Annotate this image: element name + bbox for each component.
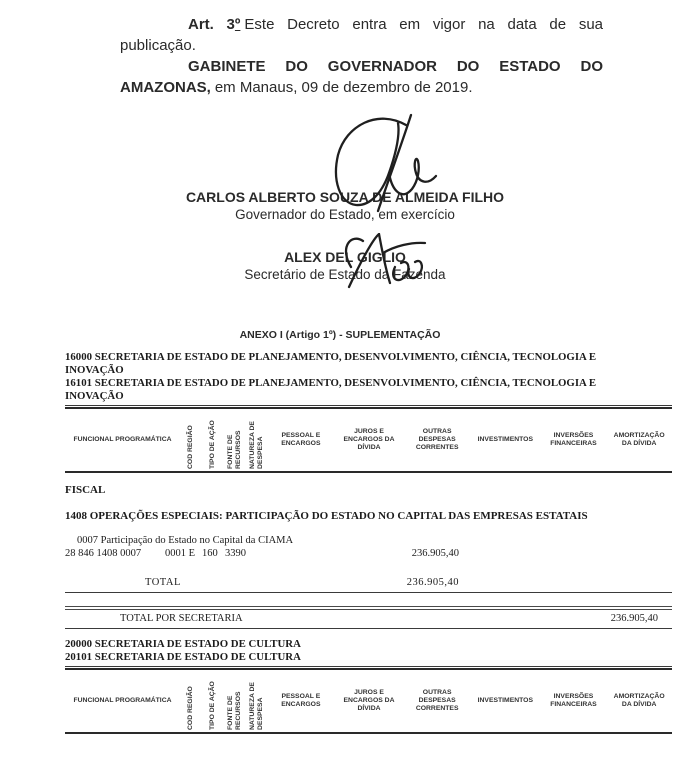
column-fonte-de-recursos <box>224 408 246 472</box>
column-cod-regiao-label: COD REGIÃO <box>187 686 194 730</box>
total-outras-value: 236.905,40 <box>406 577 459 588</box>
column-fonte-de-recursos <box>224 669 246 733</box>
column-natureza-de-despesa-label: NATUREZA DE DESPESA <box>249 421 264 469</box>
decree-body <box>120 14 603 98</box>
org-16101-line1: 16101 SECRETARIA DE ESTADO DE PLANEJAMENTO, DESENVOLVIMENTO, CIÊNCIA, TECNOLOGIA E <box>65 377 597 389</box>
secretary-signature <box>321 233 428 293</box>
column-tipo-de-acao <box>202 669 224 733</box>
column-amortizacao-da-divida: AMORTIZAÇÃO DA DÍVIDA <box>613 432 665 447</box>
column-cod-regiao <box>180 669 202 733</box>
detail-natureza: 3390 <box>225 548 246 559</box>
column-pessoal-e-encargos: PESSOAL E ENCARGOS <box>281 693 321 708</box>
gabinete-paragraph <box>120 56 603 98</box>
signer2-name: ALEX DEL GIGLIO <box>284 249 406 265</box>
column-tipo-de-acao-label: TIPO DE AÇÃO <box>209 681 216 730</box>
column-inversoes-financeiras: INVERSÕES FINANCEIRAS <box>550 432 597 447</box>
gabinete-date-text: em Manaus, 09 de dezembro de 2019. <box>214 79 473 96</box>
detail-code: 28 846 1408 0007 <box>65 548 142 559</box>
article-3-ordinal: º <box>234 16 241 33</box>
signer1-title: Governador do Estado, em exercício <box>235 207 455 222</box>
column-fonte-de-recursos-label: FONTE DE RECURSOS <box>227 430 242 469</box>
column-tipo-de-acao <box>202 408 224 472</box>
article-3-text: Este Decreto entra em vigor na data de sua publicação. <box>120 16 603 54</box>
fiscal-scope-label: FISCAL <box>65 484 106 496</box>
column-natureza-de-despesa <box>246 669 268 733</box>
program-1408: 1408 OPERAÇÕES ESPECIAIS: PARTICIPAÇÃO DO ESTADO NO CAPITAL DAS EMPRESAS ESTATAIS <box>65 510 588 522</box>
annex-title: ANEXO I (Artigo 1º) - SUPLEMENTAÇÃO <box>239 329 441 341</box>
detail-cod-regiao: 0001 E <box>165 548 196 559</box>
org-20101-line: 20101 SECRETARIA DE ESTADO DE CULTURA <box>65 651 301 663</box>
column-natureza-de-despesa <box>246 408 268 472</box>
column-cod-regiao <box>180 408 202 472</box>
budget-detail-row <box>65 548 672 559</box>
column-tipo-de-acao-label: TIPO DE AÇÃO <box>209 420 216 469</box>
annex-section <box>65 351 672 734</box>
signer1-name: CARLOS ALBERTO SOUZA DE ALMEIDA FILHO <box>185 189 505 205</box>
column-funcional-programatica: FUNCIONAL PROGRAMÁTICA <box>73 436 172 443</box>
column-fonte-de-recursos-label: FONTE DE RECURSOS <box>227 691 242 730</box>
column-funcional-programatica: FUNCIONAL PROGRAMÁTICA <box>73 697 172 704</box>
column-pessoal-e-encargos: PESSOAL E ENCARGOS <box>281 432 321 447</box>
org-16101-line2: INOVAÇÃO <box>65 390 124 402</box>
column-inversoes-financeiras: INVERSÕES FINANCEIRAS <box>550 693 597 708</box>
article-3-paragraph <box>120 14 603 56</box>
total-por-secretaria-row <box>65 610 672 629</box>
column-amortizacao-da-divida: AMORTIZAÇÃO DA DÍVIDA <box>613 693 665 708</box>
total-por-secretaria-label: TOTAL POR SECRETARIA <box>120 613 243 624</box>
detail-fonte: 160 <box>202 548 218 559</box>
total-por-secretaria-value: 236.905,40 <box>610 613 658 624</box>
article-3-label: Art. 3 <box>188 16 235 33</box>
governor-signature <box>318 113 450 213</box>
gabinete-bold-text: GABINETE DO GOVERNADOR DO ESTADO DO AMAZONAS, <box>120 58 603 96</box>
column-outras-despesas: OUTRAS DESPESAS CORRENTES <box>415 428 459 451</box>
total-label: TOTAL <box>145 577 181 588</box>
column-juros-e-encargos: JUROS E ENCARGOS DA DÍVIDA <box>343 689 395 712</box>
total-row <box>65 577 672 593</box>
org-20000-line: 20000 SECRETARIA DE ESTADO DE CULTURA <box>65 638 301 650</box>
signer2-title: Secretário de Estado da Fazenda <box>244 267 446 282</box>
column-investimentos: INVESTIMENTOS <box>477 697 533 704</box>
table1-header-row <box>65 409 672 473</box>
column-investimentos: INVESTIMENTOS <box>477 436 533 443</box>
table2-header-row <box>65 670 672 734</box>
column-cod-regiao-label: COD REGIÃO <box>187 425 194 469</box>
column-outras-despesas: OUTRAS DESPESAS CORRENTES <box>415 689 459 712</box>
column-natureza-de-despesa-label: NATUREZA DE DESPESA <box>249 682 264 730</box>
org-16000-line2: INOVAÇÃO <box>65 364 124 376</box>
detail-outras-value: 236.905,40 <box>411 548 459 559</box>
action-0007: 0007 Participação do Estado no Capital da CIAMA <box>77 535 294 546</box>
org-16000-line1: 16000 SECRETARIA DE ESTADO DE PLANEJAMENTO, DESENVOLVIMENTO, CIÊNCIA, TECNOLOGIA E <box>65 351 597 363</box>
column-juros-e-encargos: JUROS E ENCARGOS DA DÍVIDA <box>343 428 395 451</box>
